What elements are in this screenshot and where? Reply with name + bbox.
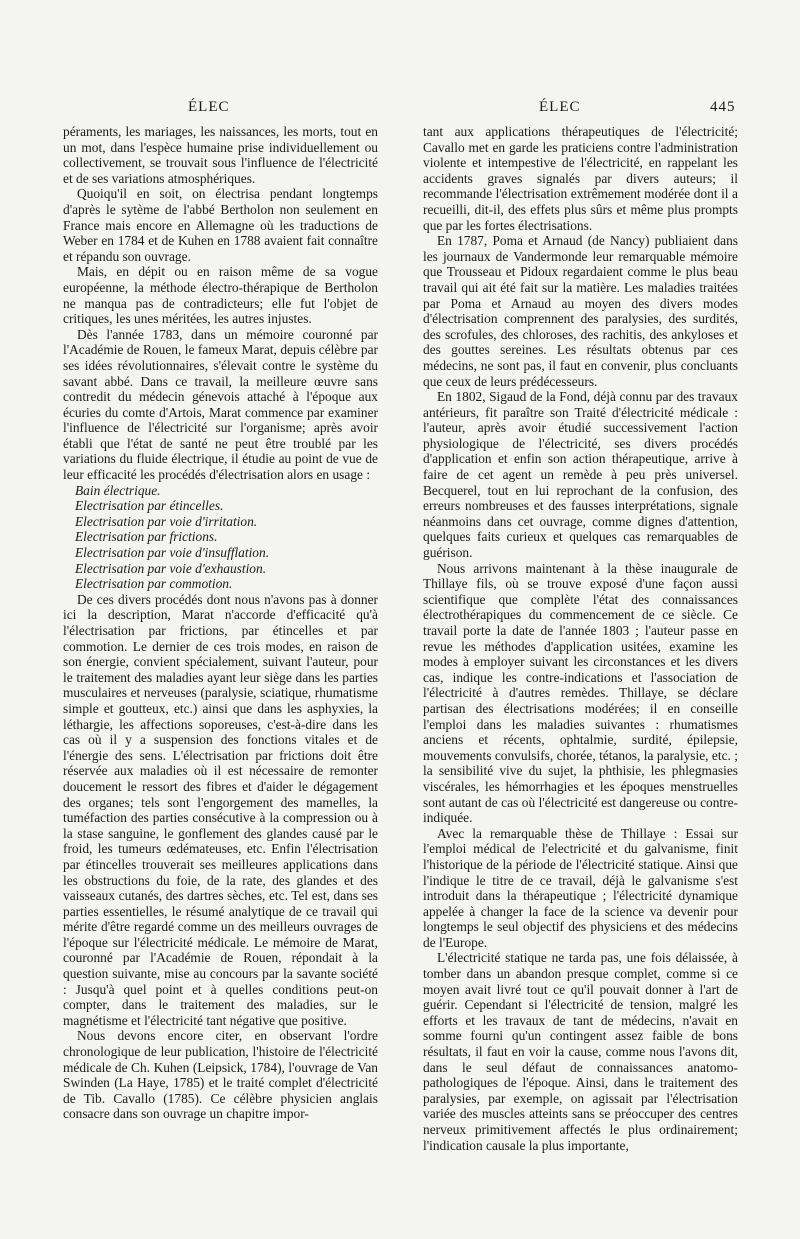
paragraph: péraments, les mariages, les naissances, les morts, tout en un mot, dans l'espèce humaine prise individuellement ou collectivement, se trouvait sous l'influence de l'électricité et de ses variations atmosphériques. — [63, 124, 378, 186]
list-item: Electrisation par commotion. — [75, 576, 233, 592]
paragraph: En 1787, Poma et Arnaud (de Nancy) publiaient dans les journaux de Vandermonde leur remarquable mémoire que Trousseau et Pidoux regardaient comme le plus beau travail qui ait été fait sur la matière. Les maladies traitées par Poma et Arnaud au moyen des divers modes d'électrisation comprennent des paralysies, des surdités, des scrofules, des chloroses, des rachitis, des ankyloses et des gouttes sereines. Les résultats obtenus par ces médecins, ne sont pas, il faut en convenir, plus concluants que ceux de leurs prédécesseurs. — [423, 233, 738, 389]
paragraph: L'électricité statique ne tarda pas, une fois délaissée, à tomber dans un abandon presque complet, comme si ce moyen avait livré tout ce qu'il pouvait donner à l'art de guérir. Cependant si l'électricité de tension, malgré les efforts et les travaux de tant de médecins, n'avait en somme fourni qu'un contingent assez faible de bons résultats, il faut en voir la cause, comme nous l'avons dit, dans le seul défaut de connaissances anatomo-pathologiques de l'époque. Ainsi, dans le traitement des paralysies, par exemple, on agissait par l'électrisation variée des muscles atteints sans se préoccuper des centres nerveux primitivement affectés le plus ordinairement; l'indication causale la plus importante, — [423, 950, 738, 1153]
right-column — [423, 124, 738, 1153]
list-item: Bain électrique. — [75, 482, 161, 498]
list-item: Electrisation par voie d'insufflation. — [75, 545, 270, 561]
running-header — [0, 99, 800, 121]
left-column — [63, 124, 378, 1122]
paragraph: tant aux applications thérapeutiques de l'électricité; Cavallo met en garde les praticiens contre l'administration violente et intempestive de l'électricité, en rappelant les accidents graves signalés par divers auteurs; il recommande l'électrisation extrêmement modérée dont il a recueilli, dit-il, des effets plus sûrs et même plus prompts que par les fortes électrisations. — [423, 124, 738, 233]
header-left-title: ÉLEC — [188, 99, 230, 115]
paragraph: Dès l'année 1783, dans un mémoire couronné par l'Académie de Rouen, le fameux Marat, depuis célèbre par ses idées révolutionnaires, s'élevait contre le système du savant abbé. Dans ce travail, la meilleure œuvre sans contredit du médecin génevois attaché à l'époque aux écuries du comte d'Artois, Marat commence par examiner l'influence de l'électricité sur l'organisme; après avoir établi que l'état de santé ne peut être troublé par les variations du fluide électrique, il étudie au point de vue de leur efficacité les procédés d'électrisation alors en usage : — [63, 326, 378, 483]
list-item: Electrisation par voie d'exhaustion. — [75, 560, 267, 576]
paragraph: Nous arrivons maintenant à la thèse inaugurale de Thillaye fils, où se trouve exposé d'une façon aussi scientifique que complète l'état des connaissances électrothérapiques du commencement de ce siècle. Ce travail porte la date de l'année 1803 ; l'auteur passe en revue les méthodes d'application usitées, examine les modes à employer suivant les circonstances et les divers cas, indique les contre-indications et l'association de l'électricité à d'autres remèdes. Thillaye, se déclare partisan des électrisations modérées; il en conseille l'emploi dans les maladies suivantes : rhumatismes anciens et récents, ophtalmie, surdité, épilepsie, mouvements convulsifs, chorée, tétanos, la paralysie, etc. ; la sensibilité vive du sujet, la phthisie, les phlegmasies viscérales, les hémorrhagies et les époques menstruelles sont autant de cas où l'électricité est dangereuse ou contre-indiquée. — [423, 560, 738, 826]
paragraph: Avec la remarquable thèse de Thillaye : Essai sur l'emploi médical de l'electricité et du galvanisme, finit l'historique de la période de l'électricité statique. Ainsi que l'indique le titre de ce travail, déjà le galvanisme s'est introduit dans la thérapeutique ; l'électricité dynamique appelée à changer la face de la science va devenir pour longtemps le seul objectif des physiciens et des médecins de l'Europe. — [423, 825, 738, 950]
paragraph: Mais, en dépit ou en raison même de sa vogue européenne, la méthode électro-thérapique de Bertholon ne manqua pas de contradicteurs; elle fut l'objet de critiques, les unes méritées, les autres injustes. — [63, 264, 378, 327]
header-center-title: ÉLEC — [539, 99, 581, 115]
paragraph: Nous devons encore citer, en observant l'ordre chronologique de leur publication, l'histoire de l'électricité médicale de Ch. Kuhen (Leipsick, 1784), l'ouvrage de Van Swinden (La Haye, 1785) et le traité complet d'électricité de Tib. Cavallo (1785). Ce célèbre physicien anglais consacre dans son ouvrage un chapitre impor- — [63, 1028, 378, 1122]
list-item: Electrisation par étincelles. — [75, 498, 224, 514]
paragraph: Quoiqu'il en soit, on électrisa pendant longtemps d'après le sytème de l'abbé Bertholon non seulement en France mais encore en Allemagne où les traductions de Weber en 1784 et de Kuhen en 1788 avaient fait connaître et répandu son ouvrage. — [63, 186, 378, 264]
paragraph: De ces divers procédés dont nous n'avons pas à donner ici la description, Marat n'accorde d'efficacité qu'à l'électrisation par frictions, par étincelles et par commotion. Le dernier de ces trois modes, en raison de son énergie, convient spécialement, suivant l'auteur, pour le traitement des maladies ayant leur siège dans les parties musculaires et nerveuses (paralysie, sciatique, rhumatisme simple et goutteux, etc.) ainsi que dans les asphyxies, la léthargie, les affections soporeuses, c'est-à-dire dans les cas où il y a suspension des fonctions vitales et de l'énergie des sens. L'électrisation par frictions doit être réservée aux maladies où il est nécessaire de remonter doucement le ressort des fibres et d'aider le dégagement des organes; tels sont l'engorgement des mamelles, la tuméfaction des parties consécutive à la compression ou à la stase sanguine, le gonflement des glandes causé par le froid, les tumeurs œdémateuses, etc. Enfin l'électrisation par étincelles trouverait ses meilleures applications dans les obstructions du foie, de la rate, des glandes et des vaisseaux cutanés, des dartres sèches, etc. Tel est, dans ses parties essentielles, le résumé analytique de ce travail qui mérite d'être regardé comme un des meilleurs ouvrages de l'époque sur l'électricité médicale. Le mémoire de Marat, couronné par l'Académie de Rouen, répondait à la question suivante, mise au concours par la savante société : Jusqu'à quel point et à quelles conditions peut-on compter, dans le traitement des maladies, sur le magnétisme et l'électricité tant négative que positive. — [63, 591, 378, 1028]
page-number: 445 — [710, 99, 736, 115]
paragraph: En 1802, Sigaud de la Fond, déjà connu par des travaux antérieurs, fit paraître son Traité d'électricité médicale : l'auteur, après avoir étudié successivement l'action physiologique de l'électricité, ses divers procédés d'application et enfin son action thérapeutique, arrive à faire de cet agent un remède à peu près universel. Becquerel, tout en lui reprochant de la confusion, des erreurs nombreuses et des fausses interprétations, signale néanmoins dans cet ouvrage, comme dignes d'attention, quelques faits curieux et quelques cas remarquables de guérison. — [423, 389, 738, 561]
list-item: Electrisation par voie d'irritation. — [75, 513, 258, 529]
list-item: Electrisation par frictions. — [75, 529, 218, 545]
